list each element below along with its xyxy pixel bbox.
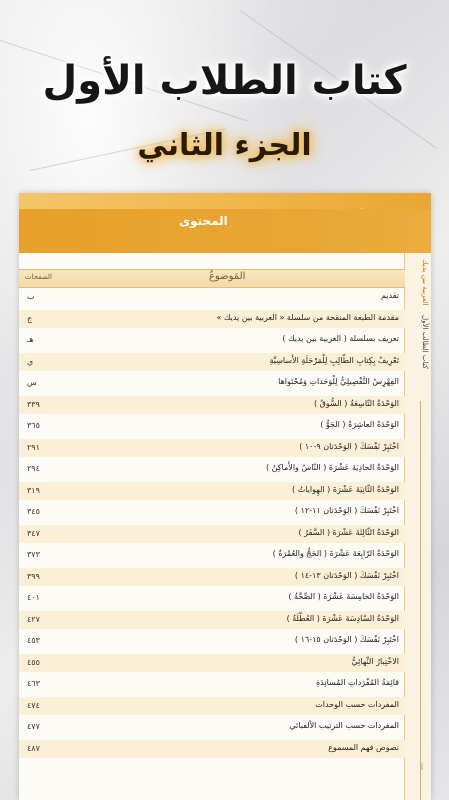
table-row: [19, 353, 405, 371]
row-topic: تَعْرِيفٌ بِكِتابِ الطّالِبِ لِلْمَرْحَلَةِ الأَساسِيَّةِ: [269, 355, 399, 365]
row-page: ٤٧٤: [27, 700, 40, 710]
side-book-title: كتاب الطالب الأول: [421, 315, 429, 369]
row-topic: الفِهْرِسُ التَّفْصِيلِيُّ لِلْوَحَداتِ وَمُحْتَواها: [278, 377, 399, 386]
table-row: [19, 546, 405, 564]
row-page: ٣٦٥: [27, 421, 40, 430]
row-page: ٣١٩: [27, 485, 40, 495]
row-page: ٣٣٩: [27, 399, 40, 409]
table-row: [19, 611, 405, 629]
row-page: ي: [27, 356, 34, 366]
table-row: [19, 374, 405, 392]
topic-header: المَوضوعُ: [209, 271, 246, 282]
row-page: س: [27, 378, 37, 387]
row-page: ج: [27, 313, 33, 323]
row-topic: الوَحْدَةُ الثّالِثَةَ عَشْرَةَ ( السَّفَرُ ): [298, 527, 399, 537]
row-topic: مقدمة الطبعة المنقحة من سلسلة « العربية بين يديك »: [216, 312, 399, 322]
table-row: [19, 503, 405, 521]
row-topic: المفردات حسب الوحدات: [315, 699, 399, 709]
contents-page: [19, 193, 431, 800]
contents-banner: [19, 209, 431, 253]
row-topic: نصوص فهم المسموع: [328, 742, 399, 752]
table-row: [19, 417, 405, 435]
row-topic: الاخْتِبارُ النِّهائِيُّ: [351, 656, 399, 666]
table-row: [19, 654, 405, 672]
row-page: ٤٥٥: [27, 657, 40, 667]
row-page: ٤٠١: [27, 593, 40, 602]
table-row: [19, 632, 405, 650]
row-page: ٣٩٩: [27, 571, 40, 581]
table-row: [19, 482, 405, 500]
table-row: [19, 568, 405, 586]
row-topic: الوَحْدَةُ الثّانِيَةَ عَشْرَةَ ( الهِواياتُ ): [292, 484, 399, 494]
book-title: كتاب الطلاب الأول: [42, 58, 407, 104]
table-row: [19, 718, 405, 736]
row-page: ٤٢٧: [27, 614, 40, 624]
row-page: ٤٨٧: [27, 743, 40, 753]
row-topic: اخْتَبِرْ نَفْسَكَ ( الوَحْدَتان ٩-١٠ ): [299, 441, 399, 451]
row-topic: اخْتَبِرْ نَفْسَكَ ( الوَحْدَتان ١٣-١٤ ): [294, 570, 399, 580]
row-page: ٤٥٣: [27, 636, 40, 645]
row-topic: تقديم: [380, 291, 399, 300]
table-row: [19, 740, 405, 758]
row-page: ب: [27, 292, 35, 301]
row-topic: اخْتَبِرْ نَفْسَكَ ( الوَحْدَتان ١٥-١٦ ): [294, 635, 399, 644]
row-topic: الوَحْدَةُ السّادِسَةَ عَشْرَةَ ( العُطْلَةُ ): [286, 613, 399, 623]
row-page: ٢٩٤: [27, 464, 40, 473]
side-series-title: العربية بين يديك: [421, 259, 429, 306]
side-page-number: أ: [421, 764, 423, 772]
table-row: [19, 396, 405, 414]
table-row: [19, 288, 405, 306]
row-topic: اخْتَبِرْ نَفْسَكَ ( الوَحْدَتان ١١-١٢ ): [294, 506, 399, 515]
table-row: [19, 675, 405, 693]
table-row: [19, 460, 405, 478]
table-row: [19, 310, 405, 328]
table-header: [19, 269, 405, 288]
row-page: ٣٤٥: [27, 507, 40, 516]
table-row: [19, 697, 405, 715]
row-topic: الوَحْدَةُ الخامِسَةَ عَشْرَةَ ( الصِّحَّةُ ): [288, 592, 399, 601]
row-page: ٤٧٧: [27, 722, 40, 731]
table-row: [19, 439, 405, 457]
row-topic: الوَحْدَةُ الحادِيَةَ عَشْرَةَ ( النّاسُ والأَماكِنُ ): [265, 463, 399, 472]
table-row: [19, 525, 405, 543]
pages-header: الصفحات: [25, 273, 52, 281]
book-subtitle: الجزء الثاني: [137, 128, 312, 163]
row-page: ٢٩١: [27, 442, 40, 452]
side-divider: [420, 401, 421, 800]
table-row: [19, 331, 405, 349]
row-topic: قائِمَةُ المُفْرَداتِ المُسانِدَةِ: [315, 678, 399, 687]
row-topic: الوَحْدَةُ العاشِرَةُ ( الجَوُّ ): [320, 420, 399, 429]
side-strip: [404, 253, 431, 800]
row-page: ٣٤٧: [27, 528, 40, 538]
row-topic: المفردات حسب الترتيب الألفبائي: [289, 721, 399, 730]
row-page: ٤٦٣: [27, 679, 40, 688]
row-topic: الوَحْدَةُ التّاسِعَةُ ( السُّوقُ ): [313, 398, 399, 408]
row-page: ٣٧٣: [27, 550, 40, 559]
contents-label: المحتوى: [179, 214, 228, 228]
table-row: [19, 589, 405, 607]
row-topic: تعريف بسلسلة ( العربية بين يديك ): [282, 334, 399, 343]
row-topic: الوَحْدَةُ الرّابِعَةَ عَشْرَةَ ( الحَجُّ والعُمْرَةُ ): [272, 549, 399, 558]
row-page: هـ: [27, 335, 34, 344]
